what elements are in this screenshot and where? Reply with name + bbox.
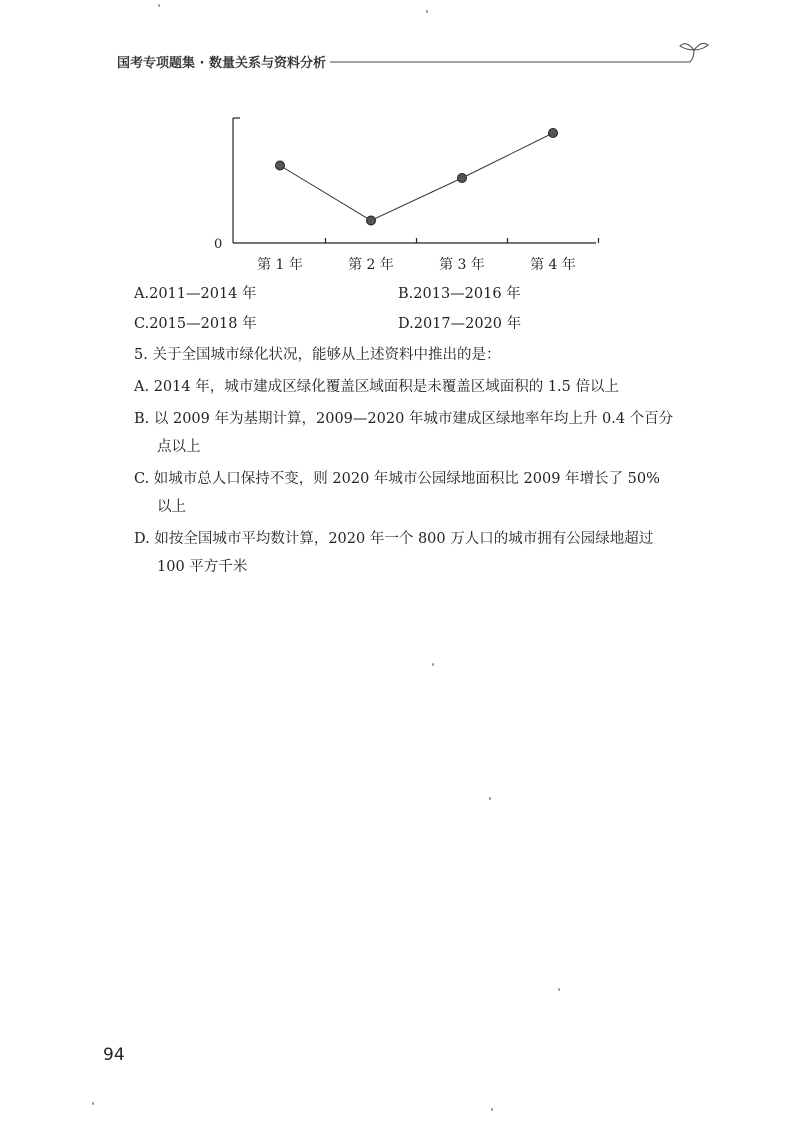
- q5-option-a-line1: 2014 年，城市建成区绿化覆盖区域面积是未覆盖区域面积的 1.5 倍以上: [153, 379, 619, 395]
- x-tick-label: 第 1 年: [257, 257, 303, 273]
- scan-speck: [158, 4, 160, 7]
- q4-option-a: [134, 284, 257, 304]
- q5-option-a-letter: A.: [134, 379, 150, 395]
- q5-option-b-letter: B.: [134, 411, 150, 427]
- q5-option-a: [134, 377, 619, 397]
- q5-option-b-line2: 点以上: [157, 439, 201, 455]
- data-point: [276, 161, 285, 170]
- q5-stem: 5. 关于全国城市绿化状况，能够从上述资料中推出的是：: [134, 347, 501, 363]
- x-tick-label: 第 4 年: [530, 257, 576, 273]
- q4-option-c-letter: C.: [134, 316, 150, 332]
- series-line: [280, 133, 553, 221]
- q5-option-b-line1: 以 2009 年为基期计算，2009—2020 年城市建成区绿地率年均上升 0.4 个百分: [153, 411, 674, 427]
- q4-option-d: [398, 314, 521, 334]
- scan-speck: [558, 988, 560, 991]
- q5-option-d-line1: 如按全国城市平均数计算，2020 年一个 800 万人口的城市拥有公园绿地超过: [154, 531, 654, 547]
- line-chart: [0, 0, 800, 290]
- data-point: [367, 216, 376, 225]
- y-origin-label: 0: [214, 237, 223, 252]
- q4-option-b-text: 2013—2016 年: [413, 286, 521, 302]
- scan-speck: [491, 1108, 493, 1111]
- q5-option-c-line1: 如城市总人口保持不变，则 2020 年城市公园绿地面积比 2009 年增长了 50%: [153, 471, 660, 487]
- q5-option-d-line2: 100 平方千米: [157, 559, 248, 575]
- scan-speck: [426, 10, 428, 13]
- running-header: 国考专项题集 · 数量关系与资料分析: [117, 56, 326, 71]
- scan-speck: [92, 1102, 94, 1105]
- q5-option-c: [134, 469, 660, 489]
- q4-option-a-letter: A.: [134, 286, 150, 302]
- q5-option-d-letter: D.: [134, 531, 150, 547]
- q4-option-b-letter: B.: [398, 286, 414, 302]
- page-number: 94: [103, 1045, 125, 1065]
- q5-option-c-line2: 以上: [157, 499, 186, 515]
- x-tick-label: 第 3 年: [439, 257, 485, 273]
- q4-option-a-text: 2011—2014 年: [149, 286, 257, 302]
- q5-option-c-letter: C.: [134, 471, 150, 487]
- q5-option-d: [134, 529, 653, 549]
- data-point: [458, 174, 467, 183]
- q4-option-b: [398, 284, 521, 304]
- scan-speck: [432, 663, 434, 666]
- q4-option-d-text: 2017—2020 年: [413, 316, 522, 332]
- q4-option-d-letter: D.: [398, 316, 414, 332]
- q5-option-b: [134, 409, 673, 429]
- data-point: [549, 129, 558, 138]
- scan-speck: [489, 797, 491, 800]
- q4-option-c: [134, 314, 257, 334]
- q4-option-c-text: 2015—2018 年: [149, 316, 257, 332]
- x-tick-label: 第 2 年: [348, 257, 394, 273]
